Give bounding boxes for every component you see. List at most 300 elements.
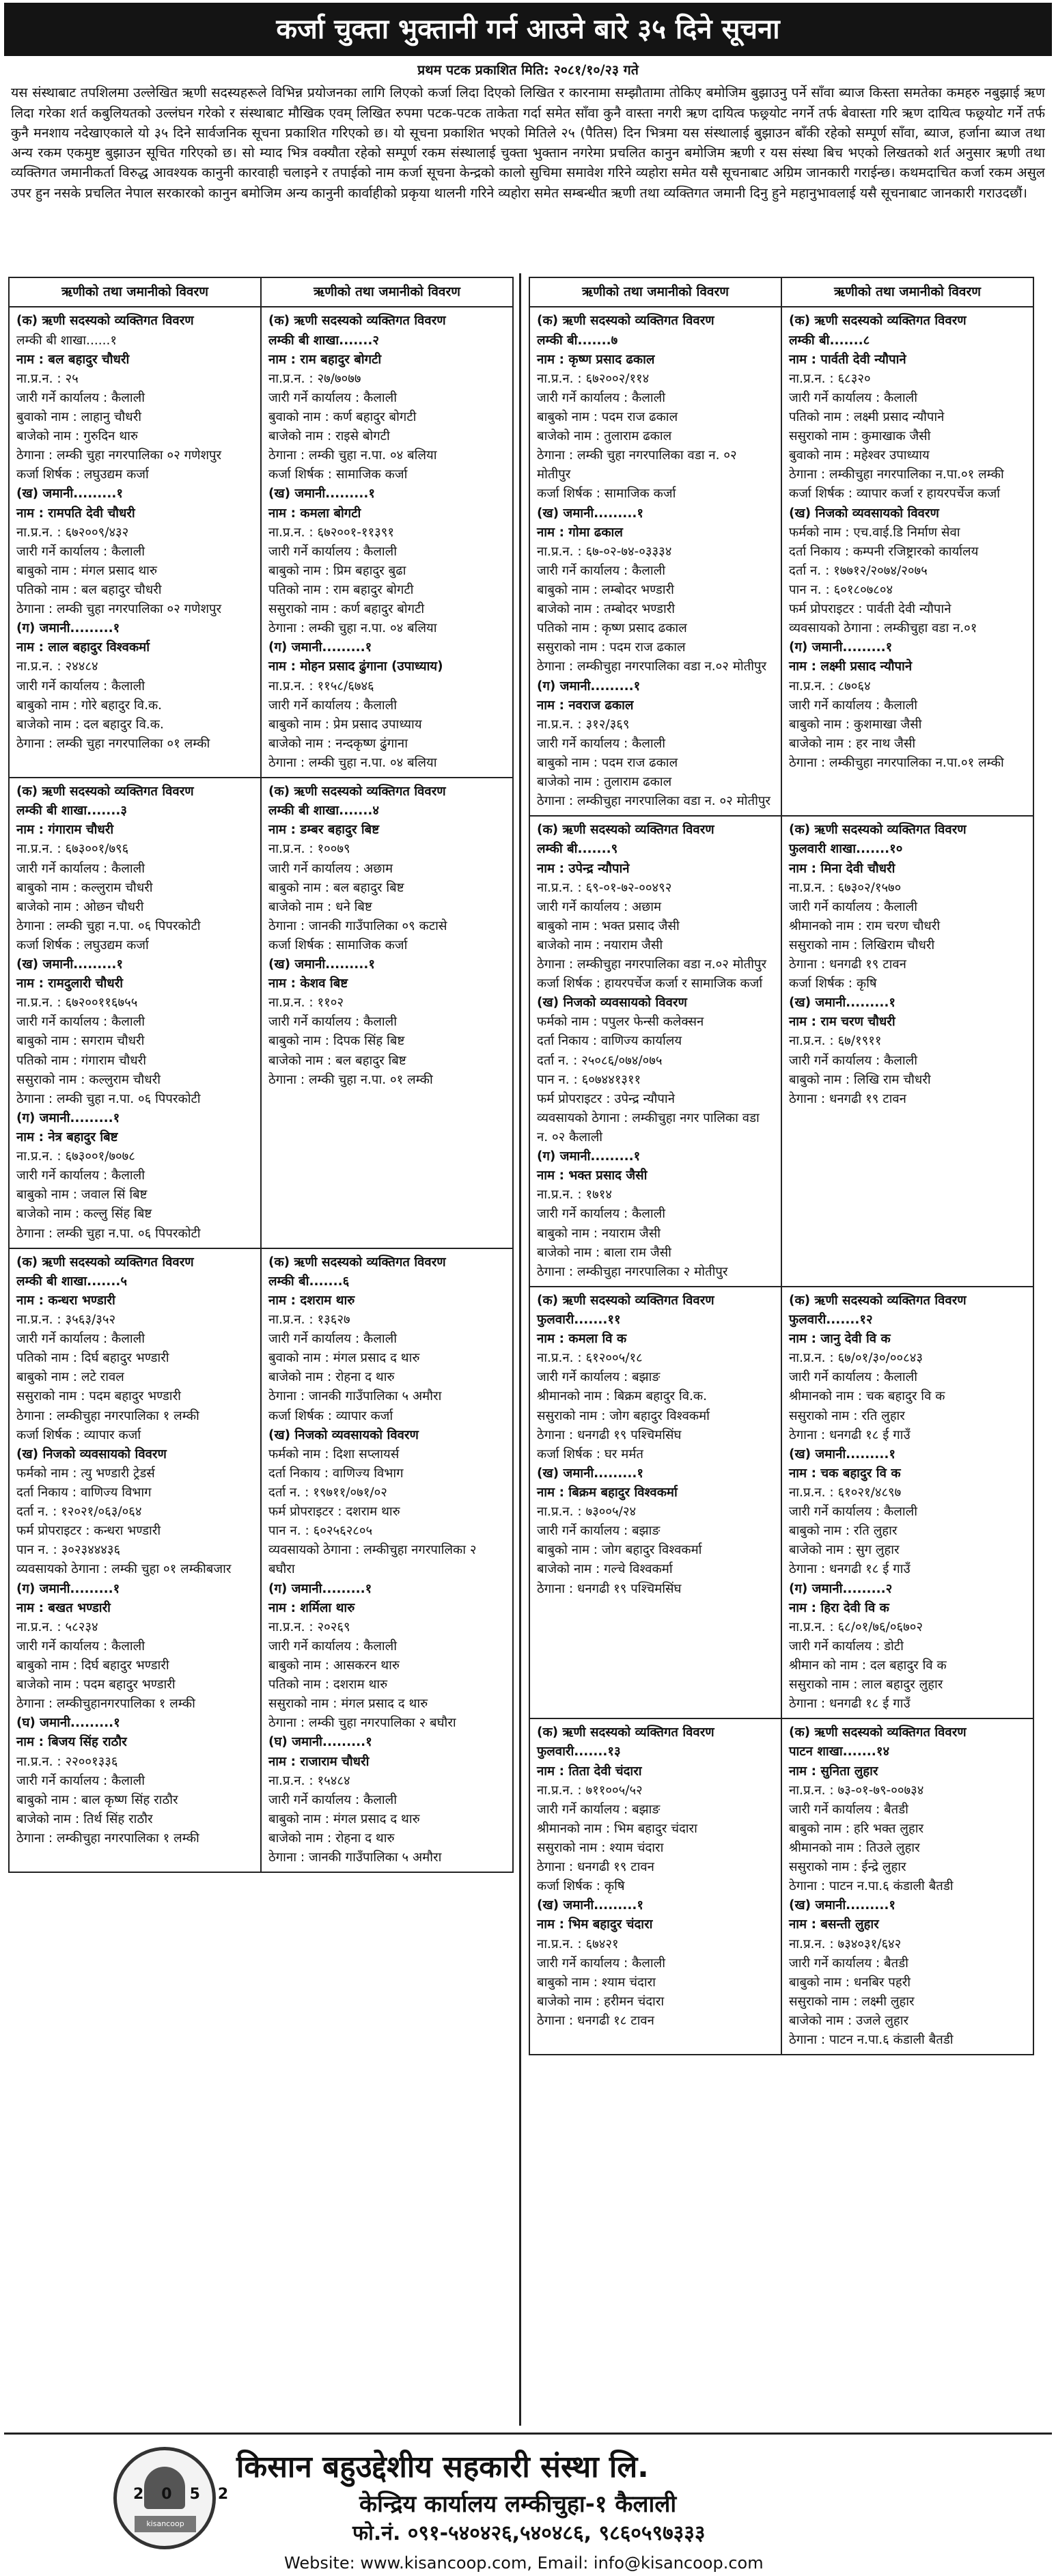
entry-line: बाबुको नाम : मंगल प्रसाद द थारु <box>268 1811 420 1826</box>
entry-line: बाजेको नाम : हर नाथ जैसी <box>789 736 916 751</box>
entry-line: (क) ऋणी सदस्यको व्यक्तिगत विवरण <box>268 314 446 329</box>
column-header-cell: ऋणीको तथा जमानीको विवरण <box>61 284 209 299</box>
entry-line: ना.प्र.न. : ६७३००१/७९६ <box>16 842 129 857</box>
entry-line: (ग) जमानी.........२ <box>789 1581 893 1596</box>
entry-line: ना.प्र.न. : ८७०६४ <box>789 679 871 694</box>
right-column <box>529 277 1034 2422</box>
entry-line: बाबुको नाम : भक्त प्रसाद जैसी <box>537 918 680 933</box>
entry-line: बाजेको नाम : गल्चे विश्वकर्मा <box>537 1562 673 1577</box>
entry-line: (क) ऋणी सदस्यको व्यक्तिगत विवरण <box>537 1725 714 1740</box>
entry-line: जारी गर्ने कार्यालय : बझाङ <box>537 1370 661 1385</box>
entry-line: ना.प्र.न. : २०२६९ <box>268 1619 350 1634</box>
entry-line: ससुराको नाम : मंगल प्रसाद द थारु <box>268 1697 428 1712</box>
borrower-entry <box>10 778 260 1248</box>
entry-line: (ग) जमानी.........१ <box>16 621 120 636</box>
entry-line: ससुराको नाम : लाल बहादुर लुहार <box>789 1677 943 1693</box>
entry-line: ठेगाना : जानकी गाउँपालिका ०९ कटासे <box>268 918 447 933</box>
entry-line: नाम : सुनिता लुहार <box>789 1764 878 1779</box>
entry-line: जारी गर्ने कार्यालय : डोटी <box>789 1639 904 1654</box>
entry-line: फर्म प्रोपराइटर : कन्धरा भण्डारी <box>16 1524 161 1539</box>
entry-line: बाबुको नाम : हरि भक्त लुहार <box>789 1821 924 1836</box>
entry-line: ना.प्र.न. : ६१२००५/१८ <box>537 1351 643 1366</box>
entry-line: पान न. : ६०१८०७८०४ <box>789 582 893 597</box>
entry-line: बाबुको नाम : लम्बोदर भण्डारी <box>537 582 674 597</box>
entry-line: कर्जा शिर्षक : कृषि <box>537 1879 625 1894</box>
entry-line: (ख) जमानी.........१ <box>16 487 123 502</box>
entry-line: कर्जा शिर्षक : व्यापार कर्जा <box>268 1408 393 1423</box>
entry-line: ठेगाना : धनगढी १९ पश्चिमसिंघ <box>537 1581 682 1596</box>
entry-line: श्रीमानको नाम : राम चरण चौधरी <box>789 918 941 933</box>
entry-line: ना.प्र.न. : ११५८/६७४६ <box>268 679 374 694</box>
right-entries <box>529 306 1034 2055</box>
entry-row <box>8 306 514 777</box>
borrower-entry <box>530 1719 781 2054</box>
entry-line: पतिको नाम : दिर्घ बहादुर भण्डारी <box>16 1351 169 1366</box>
entry-line: नाम : भक्त प्रसाद जैसी <box>537 1168 648 1183</box>
cooperative-logo <box>113 2447 247 2549</box>
entry-line: ठेगाना : धनगढी १९ पश्चिमसिंघ <box>537 1427 682 1442</box>
entry-line: ठेगाना : लम्की चुहा न.पा. ०४ बलिया <box>268 448 437 463</box>
entry-line: नाम : शर्मिला थारु <box>268 1600 355 1615</box>
entry-line: पतिको नाम : गंगाराम चौधरी <box>16 1053 147 1068</box>
entry-line: (ख) निजको व्यवसायको विवरण <box>268 1427 419 1442</box>
entry-line: फर्मको नाम : दिशा सप्लायर्स <box>268 1447 400 1462</box>
entry-line: नाम : मोहन प्रसाद ढुंगाना (उपाध्याय) <box>268 659 443 674</box>
entry-line: (ग) जमानी.........१ <box>268 640 372 655</box>
entry-line: बाजेको नाम : रोहना द थारु <box>268 1831 395 1846</box>
entry-line: लम्की बी शाखा......१ <box>16 333 117 348</box>
entry-line: ठेगाना : लम्की चुहा नगरपालिका २ बघौरा <box>268 1716 456 1731</box>
entry-line: (ख) निजको व्यवसायको विवरण <box>537 996 687 1011</box>
entry-line: नाम : नवराज ढकाल <box>537 698 634 713</box>
entry-line: ना.प्र.न. : ३१२/३६९ <box>537 717 630 732</box>
entry-line: (ख) जमानी.........१ <box>789 1447 895 1462</box>
entry-line: बुवाको नाम : मंगल प्रसाद द थारु <box>268 1351 420 1366</box>
entry-line: ना.प्र.न. : २५ <box>16 371 79 386</box>
entry-line: दर्ता न. : १२०२१/०६३/०६४ <box>16 1505 142 1520</box>
entry-line: लम्की बी शाखा.......२ <box>268 333 379 348</box>
entry-line: लम्की बी.......८ <box>789 333 870 348</box>
entry-line: ठेगाना : लम्की चुहा न.पा. ०६ पिपरकोटी <box>16 1091 201 1106</box>
entry-line: (ख) निजको व्यवसायको विवरण <box>789 506 939 521</box>
entry-line: ससुराको नाम : पदम बहादुर भण्डारी <box>16 1389 181 1404</box>
entry-line: (क) ऋणी सदस्यको व्यक्तिगत विवरण <box>16 784 194 799</box>
entry-line: (क) ऋणी सदस्यको व्यक्तिगत विवरण <box>789 1725 967 1740</box>
borrower-entry <box>530 1287 781 1718</box>
entry-line: बाजेको नाम : तुलाराम ढकाल <box>537 429 672 444</box>
entry-line: ना.प्र.न. : ६७२००१-११३९१ <box>268 525 394 540</box>
entry-line: नाम : उपेन्द्र न्यौपाने <box>537 861 630 876</box>
entry-line: बाबुको नाम : रति लुहार <box>789 1524 898 1539</box>
entry-line: पान न. : ३०२३४४४३६ <box>16 1543 121 1558</box>
entry-line: जारी गर्ने कार्यालय : कैलाली <box>789 1053 917 1068</box>
entry-line: नाम : बसन्ती लुहार <box>789 1917 879 1932</box>
entry-line: ना.प्र.न. : ६७३०२/१५७० <box>789 880 902 895</box>
entry-line: बाजेको नाम : धने बिष्ट <box>268 899 372 914</box>
borrower-entry <box>781 817 1033 1286</box>
entry-line: ठेगाना : धनगढी १८ ई गाउँ <box>789 1697 911 1712</box>
entry-line: बाजेको नाम : दल बहादुर वि.क. <box>16 717 164 732</box>
entry-line: लम्की बी शाखा.......३ <box>16 804 127 819</box>
entry-line: जारी गर्ने कार्यालय : कैलाली <box>16 1015 145 1030</box>
entry-line: श्रीमानको नाम : तिउले लुहार <box>789 1840 920 1855</box>
entry-line: बाबुको नाम : धनबिर पहरी <box>789 1975 911 1990</box>
entry-line: ठेगाना : पाटन न.पा.६ कंडाली बैतडी <box>789 2033 954 2048</box>
entry-line: कर्जा शिर्षक : हायरपर्चेज कर्जा र सामाजिक कर्जा <box>537 976 763 991</box>
entry-line: नाम : कमला बोगटी <box>268 506 361 521</box>
notice-body: यस संस्थाबाट तपशिलमा उल्लेखित ऋणी सदस्यहरूले विभिन्न प्रयोजनका लागि लिएको कर्जा लिदा दिएको लिखित र कारनामा सम्झौतामा तोकिए बमोजिम बुझाउनु पर्ने साँवा ब्याज किस्ता समतेका कमहरु नबुझाई ऋण लिदा गरेका शर्त कबुलियतको उल्लंघन गरेको र संस्थाबाट मौखिक एवम् लिखित रुपमा पटक-पटक ताकेता गर्दा समेत साँवा कुनै वास्ता नगरी ऋण दायित्व फछ्र्योट नगर्ने तर्फ बेवास्ता गरि ऋण दायित्व फछ्र्योट गर्ने तर्फ कुनै मनशाय नदेखाएकाले यो ३५ दिने सार्वजनिक सूचना प्रकाशित गरिएको छ। यो सूचना प्रकाशित भएको मितिले २५ (पैतिस) दिन भित्रमा यस संस्थालाई बुझाउन बाँकी रहेको सम्पूर्ण साँवा, ब्याज, हर्जाना ब्याज तथा अन्य रकम एकमुष्ट बुझाउन सूचित गरिएको छ। सो म्याद भित्र वक्यौता रहेको सम्पूर्ण रकम संस्थालाई चुक्ता भुक्तान नगरेमा प्रचलित कानुन बमोजिम ऋणी र यस संस्था बिच भएको लिखतको शर्त अनुसार ऋणी तथा व्यक्तिगत जमानीकर्ता विरुद्ध आवश्यक कानुनी कारवाही चलाइने र तपाईको नाम कर्जा सूचना केन्द्रको कालो सुचिमा समावेश गरिने व्यहोरा समेत यसै सूचनाबाट अग्रिम जानकारी गराईन्छ। कथमदाचित कर्जा रकम असुल उपर हुन नसके प्रचलित नेपाल सरकारको कानुन बमोजिम अन्य कानुनी कार्वाहीको प्रकृया थालनी गरिने व्यहोरा समेत सम्बन्धीत ऋणी तथा व्यक्तिगत जमानी दिनु हुने महानुभावलाई यसै सूचनाबाट जानकारी गराउदछौं। <box>11 85 1045 201</box>
entry-line: ना.प्र.न. : ६८३२० <box>789 371 871 386</box>
entry-line: जारी गर्ने कार्यालय : कैलाली <box>537 1956 665 1971</box>
entry-line: ठेगाना : लम्कीचुहा नगरपालिका २ मोतीपुर <box>537 1264 728 1279</box>
website-email: Website: www.kisancoop.com, Email: info@kisancoop.com <box>284 2553 764 2573</box>
entry-line: जारी गर्ने कार्यालय : अछाम <box>268 861 393 876</box>
entry-line: (घ) जमानी.........१ <box>16 1716 120 1731</box>
entry-line: ससुराको नाम : पदम राज ढकाल <box>537 640 686 655</box>
entry-line: दर्ता न. : १७७१२/२०७४/२०७५ <box>789 563 928 578</box>
entry-line: बाबुको नाम : गोरे बहादुर वि.क. <box>16 698 163 713</box>
entry-line: (क) ऋणी सदस्यको व्यक्तिगत विवरण <box>16 314 194 329</box>
entry-line: फर्म प्रोपराइटर : उपेन्द्र न्यौपाने <box>537 1091 675 1106</box>
entry-line: ठेगाना : लम्की चुहा नगरपालिका ०२ गणेशपुर <box>16 602 222 617</box>
entry-line: फर्म प्रोपराइटर : दशराम थारु <box>268 1505 400 1520</box>
entry-row <box>529 1718 1034 2055</box>
entry-line: जारी गर्ने कार्यालय : कैलाली <box>537 736 665 751</box>
entry-line: कर्जा शिर्षक : कृषि <box>789 976 877 991</box>
entry-line: ना.प्र.न. : ११०२ <box>268 996 344 1011</box>
entry-line: जारी गर्ने कार्यालय : कैलाली <box>789 698 917 713</box>
entry-line: ना.प्र.न. : ७३४०३१/६४२ <box>789 1936 902 1951</box>
entry-row <box>529 815 1034 1286</box>
entry-line: जारी गर्ने कार्यालय : कैलाली <box>16 1332 145 1347</box>
entry-line: (क) ऋणी सदस्यको व्यक्तिगत विवरण <box>789 1293 967 1308</box>
entry-line: ना.प्र.न. : ३५६३/३५२ <box>16 1313 116 1328</box>
entry-line: ना.प्र.न. : ६७२००९/४३२ <box>16 525 129 540</box>
column-header-cell: ऋणीको तथा जमानीको विवरण <box>581 284 730 299</box>
central-office: केन्द्रिय कार्यालय लम्कीचुहा-१ कैलाली <box>359 2491 677 2518</box>
entry-line: ठेगाना : धनगढी १८ ई गाउँ <box>789 1427 911 1442</box>
entry-line: ठेगाना : धनगढी १८ ई गाउँ <box>789 1562 911 1577</box>
entry-line: नाम : जानु देवी वि क <box>789 1332 891 1347</box>
notice-title: कर्जा चुक्ता भुक्तानी गर्न आउने बारे ३५ दिने सूचना <box>4 3 1052 56</box>
entry-line: (क) ऋणी सदस्यको व्यक्तिगत विवरण <box>789 823 967 838</box>
entry-line: (क) ऋणी सदस्यको व्यक्तिगत विवरण <box>268 1255 446 1270</box>
entry-line: बाबुको नाम : लिखि राम चौधरी <box>789 1072 931 1087</box>
entry-line: ठेगाना : लम्कीचुहा नगरपालिका वडा न.०२ मोतीपुर <box>537 659 767 674</box>
entry-row <box>529 306 1034 815</box>
entry-line: पतिको नाम : कृष्ण प्रसाद ढकाल <box>537 621 687 636</box>
entry-line: ठेगाना : लम्कीचुहा नगरपालिका न.पा.०१ लम्की <box>789 467 1004 482</box>
entry-line: नाम : राम चरण चौधरी <box>789 1015 895 1030</box>
entry-line: नाम : हिरा देवी वि क <box>789 1600 889 1615</box>
entry-line: बाबुको नाम : पदम राज ढकाल <box>537 409 678 424</box>
entry-line: ना.प्र.न. : ७११००५/५२ <box>537 1783 643 1798</box>
entry-line: नाम : बिक्रम बहादुर विश्वकर्मा <box>537 1485 678 1500</box>
entry-line: (ग) जमानी.........१ <box>789 640 893 655</box>
entry-line: नाम : भिम बहादुर चंदारा <box>537 1917 653 1932</box>
entry-line: फुलवारी.......१२ <box>789 1313 873 1328</box>
entry-line: ठेगाना : धनगढी १९ टावन <box>537 1860 654 1875</box>
entry-line: जारी गर्ने कार्यालय : कैलाली <box>16 1639 145 1654</box>
borrower-entry <box>10 1249 260 1872</box>
entry-line: जारी गर्ने कार्यालय : कैलाली <box>268 1792 397 1807</box>
entry-line: ठेगाना : पाटन न.पा.६ कंडाली बैतडी <box>789 1879 954 1894</box>
right-column-header <box>529 277 1034 306</box>
entry-line: ससुराको नाम : लिखिराम चौधरी <box>789 937 935 953</box>
entry-line: नाम : डम्बर बहादुर बिष्ट <box>268 823 380 838</box>
entry-line: जारी गर्ने कार्यालय : कैलाली <box>537 1207 665 1222</box>
borrower-entry <box>781 307 1033 815</box>
notice-intro <box>11 60 1045 269</box>
entry-line: (ग) जमानी.........१ <box>537 679 641 694</box>
entry-line: ठेगाना : धनगढी १९ टावन <box>789 1091 906 1106</box>
entry-line: बाबुको नाम : दिपक सिंह बिष्ट <box>268 1034 405 1049</box>
entry-line: ना.प्र.न. : ६७/१९११ <box>789 1034 882 1049</box>
entry-line: (ख) निजको व्यवसायको विवरण <box>16 1447 167 1462</box>
entry-line: ना.प्र.न. : ६७४२१ <box>537 1936 619 1951</box>
entry-line: व्यवसायको ठेगाना : लम्कीचुहा नगरपालिका २ बघौरा <box>268 1543 477 1577</box>
entry-line: जारी गर्ने कार्यालय : बैतडी <box>789 1802 908 1817</box>
column-divider <box>519 273 521 2426</box>
entry-line: बाजेको नाम : हरीमन चंदारा <box>537 1994 665 2009</box>
entry-line: नाम : मिना देवी चौधरी <box>789 861 895 876</box>
entry-line: (ग) जमानी.........१ <box>16 1581 120 1596</box>
entry-line: बाबुको नाम : बाल कृष्ण सिंह राठौर <box>16 1792 178 1807</box>
entry-line: (क) ऋणी सदस्यको व्यक्तिगत विवरण <box>537 1293 714 1308</box>
entry-line: ठेगाना : लम्कीचुहा नगरपालिका न.पा.०१ लम्की <box>789 755 1004 770</box>
entry-line: बाबुको नाम : सगराम चौधरी <box>16 1034 145 1049</box>
entry-line: दर्ता न. : १९७११/०७१/०२ <box>268 1485 387 1500</box>
entry-line: ना.प्र.न. : ६७३००१/७०७८ <box>16 1149 135 1164</box>
entry-line: ना.प्र.न. : ६९-०१-७२-००४९२ <box>537 880 672 895</box>
entry-line: जारी गर्ने कार्यालय : बझाङ <box>537 1524 661 1539</box>
entry-line: ठेगाना : लम्की चुहा न.पा. ०४ बलिया <box>268 755 437 770</box>
entry-line: दर्ता निकाय : वाणिज्य कार्यालय <box>537 1034 682 1049</box>
entry-line: ना.प्र.न. : १७१४ <box>537 1188 612 1203</box>
left-entries <box>8 306 514 1873</box>
entry-line: ना.प्र.न. : १५४८४ <box>268 1773 350 1788</box>
entry-line: पतिको नाम : बल बहादुर चौधरी <box>16 582 162 597</box>
entry-line: बाजेको नाम : तम्बोदर भण्डारी <box>537 602 676 617</box>
entry-line: ससुराको नाम : जोग बहादुर विश्वकर्मा <box>537 1408 710 1423</box>
entry-line: (क) ऋणी सदस्यको व्यक्तिगत विवरण <box>16 1255 194 1270</box>
entry-line: बाजेको नाम : कल्लु सिंह बिष्ट <box>16 1207 152 1222</box>
entry-line: लम्की बी शाखा.......४ <box>268 804 379 819</box>
entry-line: पतिको नाम : दशराम थारु <box>268 1677 388 1693</box>
entry-line: (ग) जमानी.........१ <box>268 1581 372 1596</box>
entry-line: कर्जा शिर्षक : सामाजिक कर्जा <box>268 467 408 482</box>
borrower-entry <box>781 1719 1033 2054</box>
entry-line: बाबुको नाम : जोग बहादुर विश्वकर्मा <box>537 1543 702 1558</box>
entry-line: ठेगाना : लम्की चुहा न.पा. ०६ पिपरकोटी <box>16 918 201 933</box>
entry-line: कर्जा शिर्षक : व्यापार कर्जा <box>16 1427 141 1442</box>
entry-line: ससुराको नाम : रति लुहार <box>789 1408 905 1423</box>
entry-line: लम्की बी शाखा.......५ <box>16 1274 127 1289</box>
entry-line: बाजेको नाम : पदम बहादुर भण्डारी <box>16 1677 176 1693</box>
entry-line: ससुराको नाम : कल्लुराम चौधरी <box>16 1072 161 1087</box>
entry-line: ठेगाना : धनगढी १८ टावन <box>537 2013 654 2028</box>
entry-line: (ख) जमानी.........१ <box>16 957 123 972</box>
entry-line: ठेगाना : लम्की चुहा नगरपालिका ०२ गणेशपुर <box>16 448 222 463</box>
entry-line: जारी गर्ने कार्यालय : कैलाली <box>16 679 145 694</box>
entry-line: नाम : नेत्र बहादुर बिष्ट <box>16 1130 118 1145</box>
entry-line: बाबुको नाम : श्याम चंदारा <box>537 1975 656 1990</box>
entry-line: (घ) जमानी.........१ <box>268 1735 372 1750</box>
entry-line: (ख) जमानी.........१ <box>268 487 375 502</box>
entry-line: लम्की बी.......७ <box>537 333 618 348</box>
entry-line: बाजेको नाम : नयाराम जैसी <box>537 937 663 953</box>
entry-line: बुवाको नाम : लाहानु चौधरी <box>16 409 142 424</box>
entry-line: व्यवसायको ठेगाना : लम्कीचुहा नगर पालिका वडा न. ०२ कैलाली <box>537 1110 760 1145</box>
entry-line: (ग) जमानी.........१ <box>537 1149 641 1164</box>
entry-line: जारी गर्ने कार्यालय : कैलाली <box>16 861 145 876</box>
entry-line: फुलवारी.......१३ <box>537 1744 621 1759</box>
entry-line: ना.प्र.न. : ६७/०१/३०/००८४३ <box>789 1351 923 1366</box>
publication-date: प्रथम पटक प्रकाशित मिति: २०८१/१०/२३ गते <box>417 62 639 78</box>
entry-line: बाजेको नाम : तिर्थ सिंह राठौर <box>16 1811 153 1826</box>
entry-line: ना.प्र.न. : ६८/०१/७६/०६७०२ <box>789 1619 923 1634</box>
entry-line: बुवाको नाम : महेश्वर उपाध्याय <box>789 448 930 463</box>
entry-line: नाम : चक बहादुर वि क <box>789 1466 901 1481</box>
entry-line: नाम : राम बहादुर बोगटी <box>268 352 382 367</box>
entry-line: कर्जा शिर्षक : सामाजिक कर्जा <box>268 937 408 953</box>
entry-row <box>8 777 514 1248</box>
entry-line: बाजेको नाम : सुग लुहार <box>789 1543 900 1558</box>
entry-line: ठेगाना : लम्कीचुहा नगरपालिका वडा न.०२ मोतीपुर <box>537 957 767 972</box>
entry-line: ना.प्र.न. : १३६२७ <box>268 1313 350 1328</box>
entry-line: जारी गर्ने कार्यालय : कैलाली <box>16 1168 145 1183</box>
borrower-entry <box>530 817 781 1286</box>
entry-line: ना.प्र.न. : २४४८४ <box>16 659 98 674</box>
entry-line: ठेगाना : लम्की चुहा नगरपालिका ०१ लम्की <box>16 736 210 751</box>
entry-line: फर्मको नाम : पपुलर फेन्सी कलेक्सन <box>537 1015 704 1030</box>
entry-line: बाबुको नाम : नयाराम जैसी <box>537 1226 661 1241</box>
entry-line: बाजेको नाम : ओछन चौधरी <box>16 899 144 914</box>
entry-line: नाम : दशराम थारु <box>268 1293 355 1308</box>
entry-line: (क) ऋणी सदस्यको व्यक्तिगत विवरण <box>789 314 967 329</box>
entry-line: पान न. : ६०७४४१३११ <box>537 1072 641 1087</box>
entry-line: श्रीमानको नाम : भिम बहादुर चंदारा <box>537 1821 697 1836</box>
entry-line: दर्ता न. : २५०८६/०७४/०७५ <box>537 1053 663 1068</box>
entry-line: पान न. : ६०२५६२८०५ <box>268 1524 373 1539</box>
logo-year: 2052 <box>133 2486 247 2503</box>
left-column <box>8 277 514 2422</box>
entry-line: कर्जा शिर्षक : व्यापार कर्जा र हायरपर्चेज कर्जा <box>789 487 1001 502</box>
entry-line: पाटन शाखा.......१४ <box>789 1744 890 1759</box>
entry-line: ससुराको नाम : श्याम चंदारा <box>537 1840 664 1855</box>
entry-line: जारी गर्ने कार्यालय : कैलाली <box>268 1332 397 1347</box>
entry-line: जारी गर्ने कार्यालय : कैलाली <box>268 390 397 405</box>
entry-line: नाम : राजाराम चौधरी <box>268 1754 370 1769</box>
entry-line: ठेगाना : लम्की चुहा न.पा. ०६ पिपरकोटी <box>16 1226 201 1241</box>
entry-line: नाम : लाल बहादुर विश्वकर्मा <box>16 640 150 655</box>
entry-line: ठेगाना : लम्की चुहा न.पा. ०४ बलिया <box>268 621 437 636</box>
entry-line: बाबुको नाम : मंगल प्रसाद थारु <box>16 563 158 578</box>
entry-line: ठेगाना : लम्कीचुहानगरपालिका १ लम्की <box>16 1697 195 1712</box>
entry-line: नाम : रामदुलारी चौधरी <box>16 976 124 991</box>
entry-line: फर्मको नाम : त्यु भण्डारी ट्रेडर्स <box>16 1466 155 1481</box>
entry-line: (ख) जमानी.........१ <box>789 1898 895 1913</box>
entry-line: ठेगाना : लम्कीचुहा नगरपालिका १ लम्की <box>16 1831 199 1846</box>
entry-line: जारी गर्ने कार्यालय : कैलाली <box>537 563 665 578</box>
entry-line: ना.प्र.न. : ७३-०१-७९-००७३४ <box>789 1783 924 1798</box>
entry-line: ठेगाना : लम्की चुहा न.पा. ०१ लम्की <box>268 1072 433 1087</box>
entry-line: जारी गर्ने कार्यालय : कैलाली <box>16 1773 145 1788</box>
entry-line: (क) ऋणी सदस्यको व्यक्तिगत विवरण <box>268 784 446 799</box>
entry-line: (ख) जमानी.........१ <box>789 996 895 1011</box>
entry-line: बाबुको नाम : प्रेम प्रसाद उपाध्याय <box>268 717 422 732</box>
entry-line: श्रीमानको नाम : बिक्रम बहादुर वि.क. <box>537 1389 708 1404</box>
entry-line: बाबुको नाम : बल बहादुर बिष्ट <box>268 880 404 895</box>
entry-line: ठेगाना : लम्कीचुहा नगरपालिका १ लम्की <box>16 1408 199 1423</box>
column-header-cell: ऋणीको तथा जमानीको विवरण <box>781 278 1033 306</box>
entry-line: जारी गर्ने कार्यालय : कैलाली <box>268 544 397 559</box>
borrower-entry <box>260 1249 512 1872</box>
entry-line: ससुराको नाम : कर्ण बहादुर बोगटी <box>268 602 425 617</box>
entry-line: जारी गर्ने कार्यालय : कैलाली <box>789 390 917 405</box>
entry-line: ससुराको नाम : कुमाखाक जैसी <box>789 429 931 444</box>
entry-line: श्रीमानको नाम : चक बहादुर वि क <box>789 1389 945 1404</box>
entry-line: (क) ऋणी सदस्यको व्यक्तिगत विवरण <box>537 314 714 329</box>
entry-line: बाजेको नाम : बाला राम जैसी <box>537 1245 671 1260</box>
entry-line: ठेगाना : लम्कीचुहा नगरपालिका वडा न. ०२ मोतीपुर <box>537 794 770 809</box>
entry-line: दर्ता निकाय : वाणिज्य विभाग <box>16 1485 152 1500</box>
entry-line: (ख) जमानी.........१ <box>268 957 375 972</box>
entry-line: ठेगाना : धनगढी १९ टावन <box>789 957 906 972</box>
entry-line: व्यवसायको ठेगाना : लम्कीचुहा वडा न.०१ <box>789 621 977 636</box>
left-column-header <box>8 277 514 306</box>
entry-line: ससुराको नाम : ईन्द्रे लुहार <box>789 1860 906 1875</box>
entry-line: (ग) जमानी.........१ <box>16 1110 120 1125</box>
entry-line: फर्मको नाम : एच.वाई.डि निर्माण सेवा <box>789 525 960 540</box>
entry-line: बाबुको नाम : आसकरन थारु <box>268 1658 400 1673</box>
entry-line: नाम : कन्धरा भण्डारी <box>16 1293 115 1308</box>
entry-line: नाम : तिता देवी चंदारा <box>537 1764 642 1779</box>
entry-line: कर्जा शिर्षक : लघुउद्यम कर्जा <box>16 467 149 482</box>
entry-line: नाम : कमला वि क <box>537 1332 627 1347</box>
entry-line: जारी गर्ने कार्यालय : कैलाली <box>789 1370 917 1385</box>
entry-line: बुवाको नाम : कर्ण बहादुर बोगटी <box>268 409 417 424</box>
entry-line: ना.प्र.न. : १००७९ <box>268 842 350 857</box>
borrower-entry <box>260 778 512 1248</box>
entry-line: बाजेको नाम : नन्दकृष्ण ढुंगाना <box>268 736 408 751</box>
entry-line: बाजेको नाम : उजले लुहार <box>789 2013 909 2028</box>
entry-row <box>529 1286 1034 1718</box>
entry-line: नाम : पार्वती देवी न्यौपाने <box>789 352 906 367</box>
entry-line: जारी गर्ने कार्यालय : कैलाली <box>16 390 145 405</box>
entry-line: ना.प्र.न. : ६७-०२-७४-०३३३४ <box>537 544 672 559</box>
organization-name: किसान बहुउद्देशीय सहकारी संस्था लि. <box>236 2450 649 2484</box>
entry-line: कर्जा शिर्षक : लघुउद्यम कर्जा <box>16 937 149 953</box>
entry-line: ठेगाना : लम्की चुहा नगरपालिका वडा न. ०२ मोतीपुर <box>537 448 737 482</box>
entry-line: बाजेको नाम : बल बहादुर बिष्ट <box>268 1053 406 1068</box>
entry-line: जारी गर्ने कार्यालय : कैलाली <box>268 1015 397 1030</box>
entry-line: नाम : गंगाराम चौधरी <box>16 823 114 838</box>
entry-line: ना.प्र.न. : ६१०२१/४८९७ <box>789 1485 902 1500</box>
entry-line: नाम : बखत भण्डारी <box>16 1600 111 1615</box>
entry-line: जारी गर्ने कार्यालय : कैलाली <box>16 544 145 559</box>
entry-line: दर्ता निकाय : कम्पनी रजिष्ट्रारको कार्यालय <box>789 544 979 559</box>
phone-numbers: फो.नं. ०९१-५४०४२६,५४०४८६, ९८६०५९७३३३ <box>352 2521 706 2545</box>
borrower-entry <box>781 1287 1033 1718</box>
entry-line: श्रीमान को नाम : दल बहादुर वि क <box>789 1658 947 1673</box>
entry-line: बाजेको नाम : रोहना द थारु <box>268 1370 395 1385</box>
entry-line: ना.प्र.न. : ६७२००२/११४ <box>537 371 650 386</box>
entry-line: बाबुको नाम : पदम राज ढकाल <box>537 755 678 770</box>
entry-line: बाजेको नाम : राइसे बोगटी <box>268 429 390 444</box>
entry-line: (ख) जमानी.........१ <box>537 1898 643 1913</box>
entry-line: ठेगाना : जानकी गाउँपालिका ५ अमौरा <box>268 1389 442 1404</box>
